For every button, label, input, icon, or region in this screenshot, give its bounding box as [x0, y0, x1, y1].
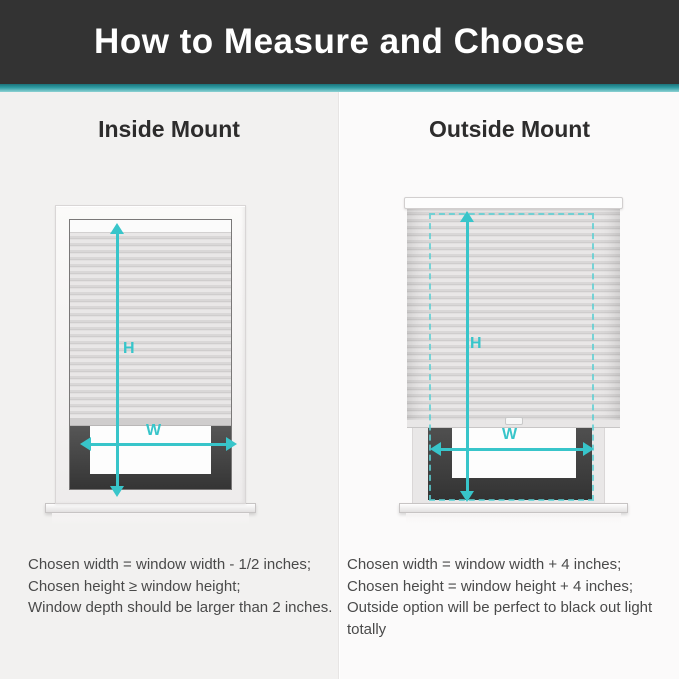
inside-mount-notes [28, 554, 333, 619]
height-label: H [123, 340, 136, 357]
header-banner [0, 0, 679, 84]
shade-headrail [404, 197, 623, 209]
arrow-line [441, 448, 583, 451]
inside-mount-title: Inside Mount [98, 116, 240, 142]
arrowhead-down-icon [460, 491, 474, 502]
window-sill [45, 503, 256, 513]
page-title: How to Measure and Choose [94, 22, 585, 61]
note-line: Chosen height ≥ window height; [28, 577, 241, 595]
outside-mount-panel [340, 92, 679, 679]
window-frame [55, 205, 246, 504]
note-line: Chosen width = window width + 4 inches; [347, 556, 622, 573]
arrowhead-right-icon [226, 437, 237, 451]
height-measure-arrow [109, 223, 125, 497]
width-label: W [502, 426, 518, 443]
note-line: Chosen height = window height + 4 inches; [347, 577, 634, 595]
arrowhead-up-icon [460, 211, 474, 222]
window-apron [406, 513, 621, 524]
note-line: Window depth should be larger than 2 inches. [28, 599, 333, 617]
arrow-line [91, 443, 226, 446]
arrowhead-left-icon [430, 442, 441, 456]
arrowhead-up-icon [110, 223, 124, 234]
height-measure-arrow [459, 211, 475, 502]
measurement-dashed-outline [429, 213, 594, 501]
outside-mount-title: Outside Mount [429, 116, 590, 142]
window-apron [52, 513, 249, 525]
arrowhead-down-icon [110, 486, 124, 497]
shade-headrail [70, 220, 231, 233]
inside-mount-panel [0, 92, 339, 679]
height-label: H [470, 335, 483, 352]
width-label: W [146, 422, 162, 439]
note-line: Outside option will be perfect to black out light totally [347, 599, 653, 639]
accent-stripe [0, 84, 679, 92]
cellular-shade [70, 233, 231, 418]
arrowhead-left-icon [80, 437, 91, 451]
note-line: Chosen width = window width - 1/2 inches; [28, 556, 312, 573]
arrowhead-right-icon [583, 442, 594, 456]
outside-mount-notes [347, 554, 677, 641]
window-sill [399, 503, 628, 513]
